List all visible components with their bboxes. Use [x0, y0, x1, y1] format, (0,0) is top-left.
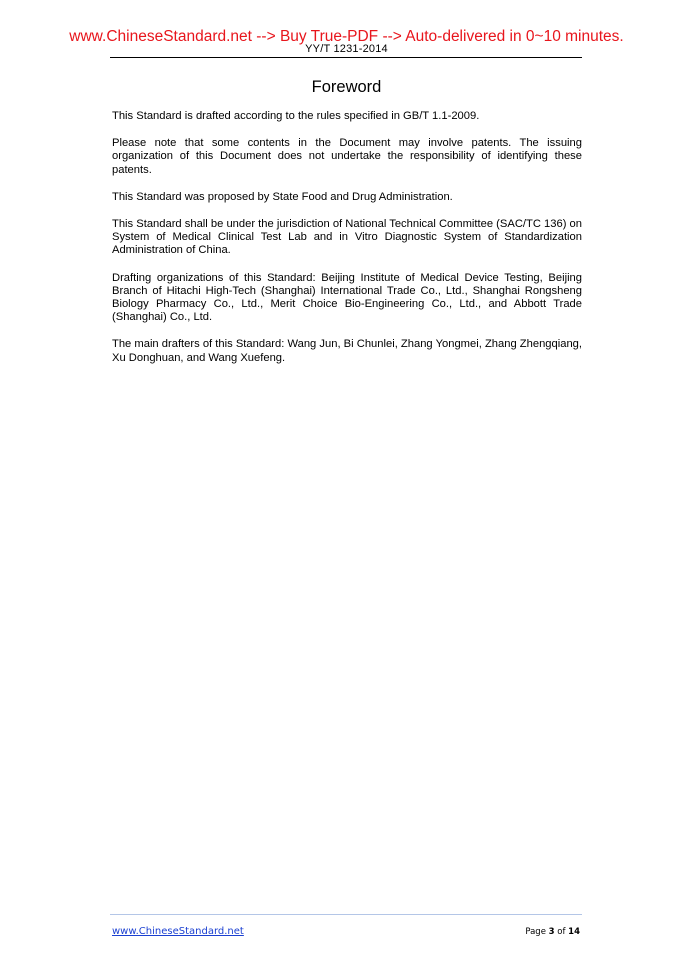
- promo-banner-text[interactable]: www.ChineseStandard.net --> Buy True-PDF --> Auto-delivered in 0~10 minutes.: [69, 28, 624, 45]
- header-divider: [110, 57, 582, 58]
- page-label: Page: [525, 927, 546, 937]
- footer-website-link[interactable]: www.ChineseStandard.net: [112, 926, 244, 937]
- paragraph-jurisdiction: This Standard shall be under the jurisdiction of National Technical Committee (SAC/TC 136) on System of Medical Clinical Test Lab and in Vitro Diagnostic System of Standardization Administration of China.: [112, 218, 582, 257]
- footer-divider: [110, 914, 582, 915]
- standard-code: YY/T 1231-2014: [305, 43, 388, 55]
- page-of-label: of: [557, 927, 566, 937]
- paragraph-patents-notice: Please note that some contents in the Document may involve patents. The issuing organization of this Document does not undertake the responsibility of identifying these patents.: [112, 137, 582, 176]
- paragraph-drafting-rules: This Standard is drafted according to the rules specified in GB/T 1.1-2009.: [112, 110, 480, 122]
- page-total: 14: [568, 927, 580, 937]
- page-title: Foreword: [311, 78, 382, 96]
- paragraph-drafting-organizations: Drafting organizations of this Standard: Beijing Institute of Medical Device Testing, Beijing Branch of Hitachi High-Tech (Shanghai) International Trade Co., Ltd., Shanghai Rongsheng Biology Pharmacy Co., Ltd., Merit Choice Bio-Engineering Co., Ltd., and Abbott Trade (Shanghai) Co., Ltd.: [112, 271, 582, 324]
- page-number: 3: [548, 927, 555, 937]
- paragraph-proposer: This Standard was proposed by State Food and Drug Administration.: [112, 190, 453, 203]
- page-indicator: [524, 927, 580, 938]
- document-body: [112, 110, 582, 379]
- paragraph-main-drafters: The main drafters of this Standard: Wang Jun, Bi Chunlei, Zhang Yongmei, Zhang Zhengqiang, Xu Donghuan, and Wang Xuefeng.: [112, 338, 582, 364]
